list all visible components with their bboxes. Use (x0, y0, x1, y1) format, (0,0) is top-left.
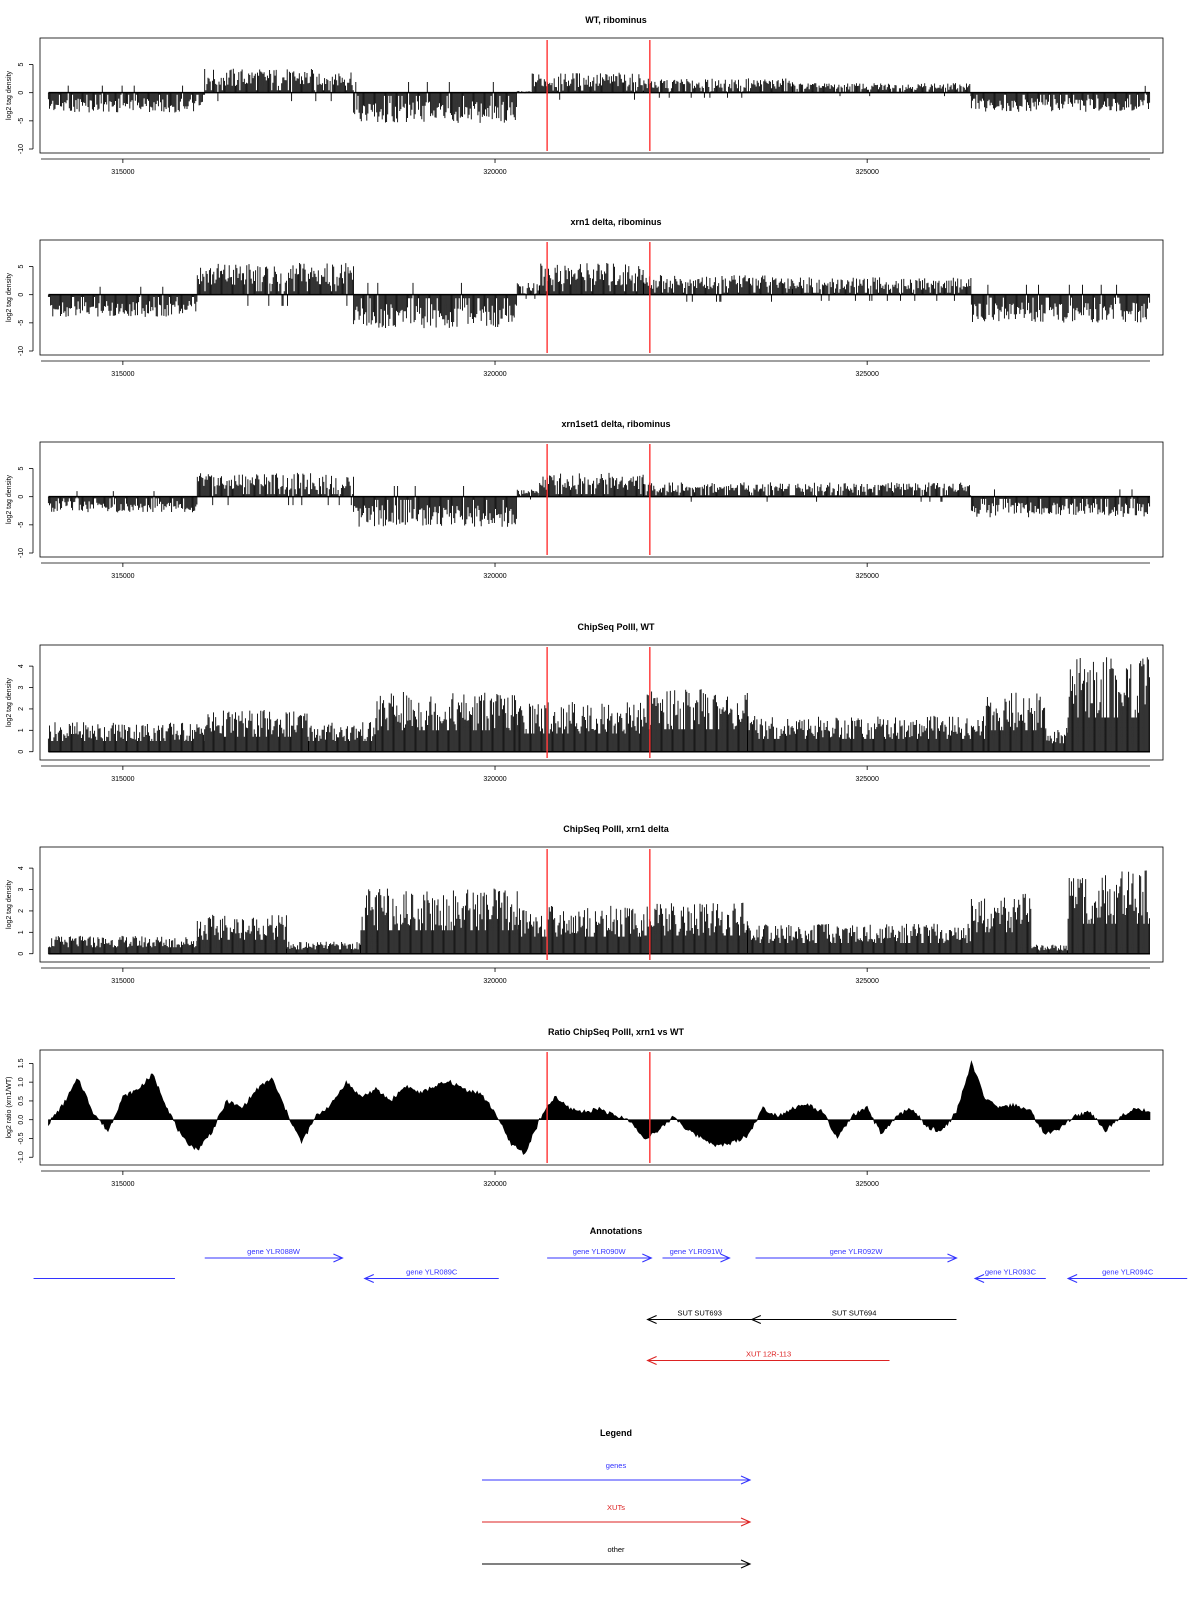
y-tick-label: -10 (18, 143, 25, 155)
x-tick-label: 325000 (855, 1181, 879, 1188)
other-feature[interactable] (752, 1309, 957, 1324)
panel-title: xrn1set1 delta, ribominus (561, 419, 671, 429)
legend-title: Legend (599, 1428, 633, 1438)
y-tick-label: 5 (18, 466, 25, 471)
track-panel (6, 217, 1163, 378)
panel-title: ChipSeq PolII, xrn1 delta (563, 824, 669, 834)
y-axis-label: log2 tag density (6, 879, 13, 930)
x-tick-label: 315000 (111, 573, 135, 580)
y-tick-label: 0.5 (18, 1096, 25, 1106)
x-tick-label: 315000 (111, 371, 135, 378)
y-tick-label: 0 (18, 494, 25, 499)
legend-entry (482, 1461, 750, 1484)
gene-feature[interactable] (547, 1247, 651, 1262)
plot-frame (40, 442, 1163, 557)
density-bars-series (48, 69, 1149, 123)
y-tick-label: 3 (18, 887, 25, 892)
x-tick-label: 325000 (855, 776, 879, 783)
feature-label: gene YLR091W (669, 1247, 723, 1256)
gene-feature[interactable] (205, 1247, 343, 1262)
track-panel (6, 15, 1163, 176)
gene-feature[interactable] (756, 1247, 957, 1262)
feature-label: gene YLR092W (829, 1247, 883, 1256)
feature-label: gene YLR094C (1102, 1267, 1154, 1277)
x-tick-label: 320000 (483, 371, 507, 378)
x-tick-label: 315000 (111, 776, 135, 783)
y-tick-label: 5 (18, 62, 25, 67)
y-tick-label: -5 (18, 521, 25, 528)
y-tick-label: -10 (18, 345, 25, 357)
y-tick-label: 3 (18, 685, 25, 690)
x-tick-label: 315000 (111, 169, 135, 176)
legend-label: genes (605, 1461, 627, 1470)
feature-label: gene YLR090W (572, 1247, 626, 1256)
y-tick-label: 0 (18, 749, 25, 754)
track-panel (6, 622, 1163, 783)
y-axis-label: log2 tag density (6, 272, 13, 323)
feature-label: gene YLR088W (247, 1247, 301, 1256)
track-panel (6, 1027, 1163, 1188)
feature-label: XUT 12R-113 (745, 1349, 792, 1359)
gene-feature[interactable] (1068, 1268, 1187, 1283)
feature-label: gene YLR089C (406, 1267, 458, 1277)
x-tick-label: 315000 (111, 1181, 135, 1188)
y-axis-label: log2 tag density (6, 677, 13, 728)
legend-entry (482, 1503, 750, 1526)
y-tick-label: 0 (18, 951, 25, 956)
y-tick-label: 2 (18, 706, 25, 711)
feature-label: SUT SUT693 (677, 1308, 722, 1318)
y-tick-label: 4 (18, 866, 25, 871)
x-tick-label: 320000 (483, 1181, 507, 1188)
y-tick-label: 0 (18, 90, 25, 95)
y-tick-label: -5 (18, 117, 25, 124)
y-tick-label: -1.0 (18, 1151, 25, 1164)
density-bars-series (48, 871, 1149, 954)
x-tick-label: 325000 (855, 573, 879, 580)
y-tick-label: 4 (18, 664, 25, 669)
other-feature[interactable] (648, 1309, 752, 1324)
y-tick-label: 5 (18, 264, 25, 269)
gene-feature[interactable] (975, 1268, 1046, 1283)
y-tick-label: -0.5 (18, 1132, 25, 1145)
x-tick-label: 325000 (855, 371, 879, 378)
track-panel (6, 419, 1163, 580)
y-tick-label: 1 (18, 728, 25, 733)
y-tick-label: 2 (18, 908, 25, 913)
track-panel (6, 824, 1163, 985)
panel-title: WT, ribominus (585, 15, 647, 25)
legend-entry (482, 1545, 750, 1568)
x-tick-label: 320000 (483, 776, 507, 783)
gene-feature[interactable] (365, 1268, 499, 1283)
legend (482, 1428, 750, 1568)
y-tick-label: 0.0 (18, 1114, 25, 1125)
x-tick-label: 325000 (855, 169, 879, 176)
x-tick-label: 315000 (111, 978, 135, 985)
legend-label: XUTs (607, 1503, 625, 1512)
gene-feature[interactable] (662, 1247, 729, 1262)
x-tick-label: 320000 (483, 978, 507, 985)
y-tick-label: -5 (18, 319, 25, 326)
annotation-track (34, 1226, 1188, 1365)
y-axis-label: log2 ratio (xrn1/WT) (6, 1076, 13, 1139)
feature-label: gene YLR093C (984, 1267, 1037, 1277)
density-bars-series (48, 263, 1149, 328)
annotations-title: Annotations (589, 1226, 643, 1236)
panel-title: Ratio ChipSeq PolII, xrn1 vs WT (547, 1027, 685, 1037)
xut-feature[interactable] (648, 1350, 890, 1365)
y-tick-label: -10 (18, 547, 25, 559)
y-tick-label: 1 (18, 930, 25, 935)
y-axis-label: log2 tag density (6, 70, 13, 121)
feature-label: SUT SUT694 (831, 1308, 877, 1318)
density-bars-series (48, 657, 1149, 752)
x-tick-label: 320000 (483, 573, 507, 580)
y-tick-label: 0 (18, 292, 25, 297)
x-tick-label: 325000 (855, 978, 879, 985)
panel-title: ChipSeq PolII, WT (577, 622, 655, 632)
y-tick-label: 1.0 (18, 1077, 25, 1088)
legend-label: other (607, 1545, 625, 1554)
panel-title: xrn1 delta, ribominus (570, 217, 662, 227)
density-bars-series (48, 473, 1149, 527)
x-tick-label: 320000 (483, 169, 507, 176)
ratio-area-series (48, 1061, 1150, 1154)
y-tick-label: 1.5 (18, 1058, 25, 1069)
y-axis-label: log2 tag density (6, 474, 13, 525)
